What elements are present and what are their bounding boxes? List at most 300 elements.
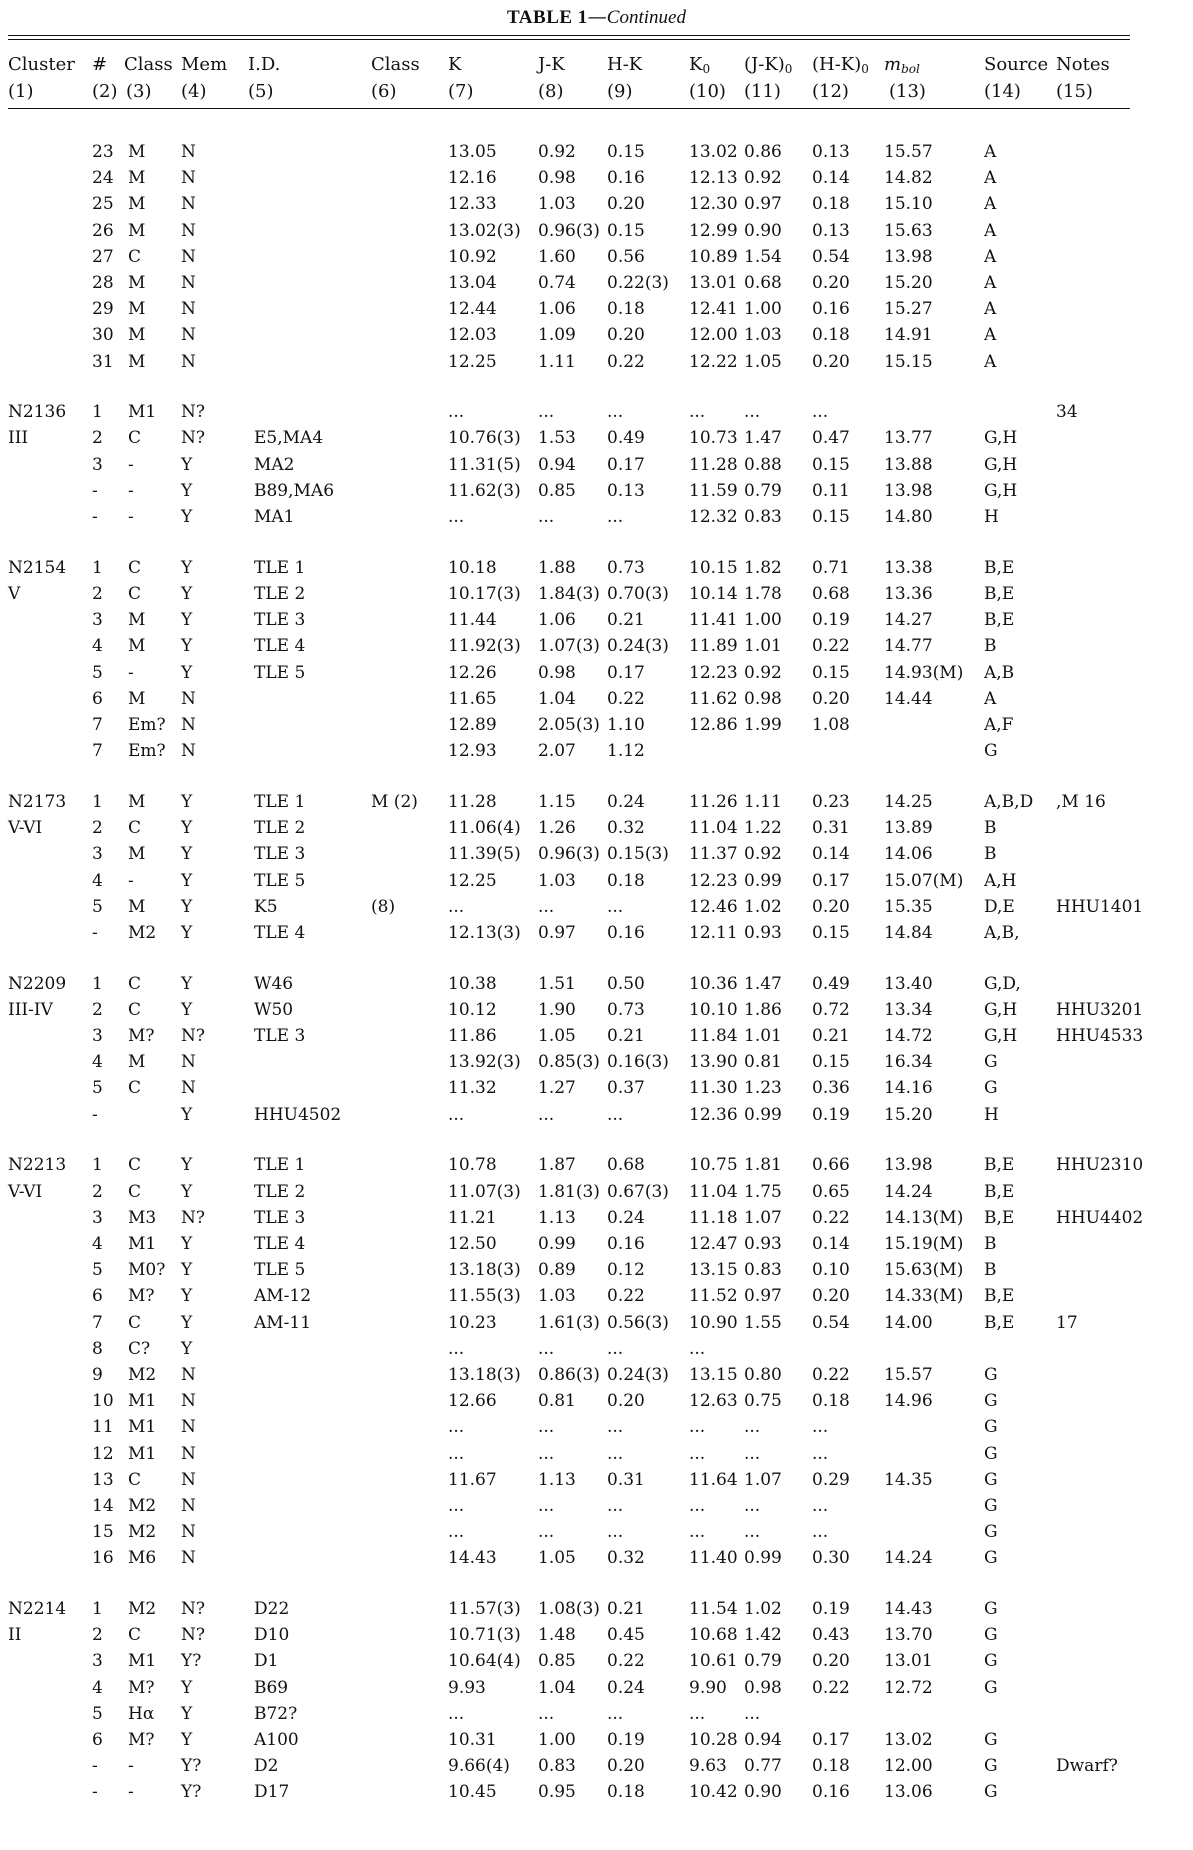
k0-cell: 10.89 [689,247,738,267]
class-cell: M? [128,1286,155,1306]
source-cell: G [984,1417,998,1437]
id-cell: TLE 1 [254,558,306,578]
mbol-cell: 14.72 [884,1026,933,1046]
id-cell: TLE 2 [254,584,306,604]
hk-cell: ... [607,507,624,527]
number-cell: 7 [92,1313,103,1333]
table-row [0,425,1193,451]
header-k0 [689,52,710,82]
k0-cell: 13.90 [689,1052,738,1072]
colnum-2: (2) [92,81,118,102]
hk0-cell: 0.14 [812,844,850,864]
mbol-cell: 13.34 [884,1000,933,1020]
mbol-cell: 14.13(M) [884,1208,964,1228]
mbol-cell: 14.43 [884,1599,933,1619]
jk0-cell: ... [744,1704,761,1724]
mbol-cell: 15.20 [884,273,933,293]
class-cell: - [128,507,134,527]
notes-cell: ,M 16 [1056,792,1106,812]
jk0-cell: 1.99 [744,715,782,735]
number-cell: 13 [92,1470,114,1490]
colnum-10: (10) [689,81,726,102]
jk0-cell: 1.05 [744,352,782,372]
number-cell: - [92,1756,98,1776]
header-k: K [448,54,462,75]
k-cell: 10.45 [448,1782,497,1802]
table-row [0,1179,1193,1205]
mem-cell: Y [181,818,193,838]
hk-cell: 0.15 [607,221,645,241]
number-cell: 4 [92,1052,103,1072]
id-cell: B89,MA6 [254,481,335,501]
header-k0-sub: 0 [702,62,711,76]
header-class: Class [124,54,173,75]
hk-cell: 0.56 [607,247,645,267]
hk-cell: ... [607,1496,624,1516]
k-cell: 12.03 [448,325,497,345]
mbol-cell: 14.84 [884,923,933,943]
mbol-cell: 13.36 [884,584,933,604]
table-row [0,607,1193,633]
k-cell: 12.44 [448,299,497,319]
cluster-cell: N2136 [8,402,67,422]
k0-cell: ... [689,402,706,422]
cluster-cell: N2154 [8,558,67,578]
id-cell: TLE 3 [254,1026,306,1046]
jk-cell: 1.03 [538,194,576,214]
number-cell: 2 [92,818,103,838]
jk-cell: 2.05(3) [538,715,600,735]
number-cell: 2 [92,1000,103,1020]
hk-cell: 0.16 [607,1234,645,1254]
mbol-cell: 13.02 [884,1730,933,1750]
mem-cell: N [181,194,196,214]
k-cell: 10.31 [448,1730,497,1750]
source-cell: G [984,1391,998,1411]
header-notes: Notes [1056,54,1110,75]
jk0-cell: 1.07 [744,1470,782,1490]
mem-cell: Y [181,923,193,943]
k-cell: 11.55(3) [448,1286,521,1306]
mem-cell: Y [181,1678,193,1698]
jk-cell: 1.03 [538,1286,576,1306]
jk0-cell: 1.07 [744,1208,782,1228]
number-cell: 3 [92,1651,103,1671]
k0-cell: 11.84 [689,1026,738,1046]
jk-cell: 0.85 [538,481,576,501]
class-cell: - [128,663,134,683]
jk0-cell: 0.83 [744,1260,782,1280]
header-mbol-sub: bol [901,62,920,76]
mbol-cell: 14.93(M) [884,663,964,683]
k-cell: 12.50 [448,1234,497,1254]
source-cell: A [984,325,997,345]
jk0-cell: 0.93 [744,1234,782,1254]
k0-cell: 12.30 [689,194,738,214]
jk-cell: ... [538,1417,555,1437]
notes-cell: HHU3201 [1056,1000,1144,1020]
mem-cell: Y [181,1704,193,1724]
class-cell: M2 [128,1599,157,1619]
number-cell: - [92,923,98,943]
table-row [0,1596,1193,1622]
jk0-cell: 1.23 [744,1078,782,1098]
jk0-cell: 0.99 [744,1548,782,1568]
id-cell: E5,MA4 [254,428,324,448]
jk-cell: 0.95 [538,1782,576,1802]
number-cell: 8 [92,1339,103,1359]
hk-cell: ... [607,1339,624,1359]
jk-cell: 1.11 [538,352,576,372]
class-cell: M6 [128,1548,157,1568]
mem-cell: N [181,1391,196,1411]
table-row [0,1701,1193,1727]
colnum-7: (7) [448,81,474,102]
mem-cell: N? [181,1599,205,1619]
id-cell: TLE 2 [254,818,306,838]
mem-cell: N? [181,1625,205,1645]
number-cell: 12 [92,1444,114,1464]
class-cell: M2 [128,923,157,943]
table-row [0,165,1193,191]
jk0-cell: 0.93 [744,923,782,943]
hk-cell: 0.15(3) [607,844,669,864]
header-jk0-sub: 0 [784,62,793,76]
table-row [0,1648,1193,1674]
hk-cell: 0.18 [607,299,645,319]
hk-cell: 0.68 [607,1155,645,1175]
k0-cell: ... [689,1444,706,1464]
mem-cell: Y [181,897,193,917]
source-cell: B,E [984,558,1015,578]
class-cell: C [128,1470,142,1490]
mem-cell: Y [181,663,193,683]
jk0-cell: 0.80 [744,1365,782,1385]
k0-cell: 13.01 [689,273,738,293]
k0-cell: 10.28 [689,1730,738,1750]
hk0-cell: 0.22 [812,636,850,656]
table-row [0,1205,1193,1231]
k0-cell: 11.04 [689,818,738,838]
jk-cell: 0.74 [538,273,576,293]
hk0-cell: ... [812,402,829,422]
source-cell: G [984,1730,998,1750]
mem-cell: N [181,1470,196,1490]
table-row [0,1257,1193,1283]
class-cell: C [128,818,142,838]
header-row [0,52,1193,78]
hk-cell: 0.24(3) [607,636,669,656]
mem-cell: Y [181,1000,193,1020]
class-cell: M2 [128,1365,157,1385]
header-number-row [0,79,1193,105]
source-cell: G,H [984,481,1018,501]
jk0-cell: ... [744,1496,761,1516]
mem-cell: N [181,247,196,267]
colnum-14: (14) [984,81,1021,102]
hk0-cell: 0.13 [812,221,850,241]
id-cell: D17 [254,1782,290,1802]
class-cell: Em? [128,741,166,761]
k-cell: ... [448,897,465,917]
mbol-cell: 15.07(M) [884,871,964,891]
k0-cell: 9.90 [689,1678,727,1698]
hk0-cell: 0.18 [812,1756,850,1776]
header-hk0-sub: 0 [861,62,869,76]
k-cell: 11.07(3) [448,1182,521,1202]
jk-cell: 1.06 [538,610,576,630]
cluster-cell: N2213 [8,1155,67,1175]
hk-cell: 0.31 [607,1470,645,1490]
mem-cell: Y [181,1730,193,1750]
id-cell: D1 [254,1651,279,1671]
mem-cell: Y? [181,1782,202,1802]
k0-cell: ... [689,1496,706,1516]
table-row [0,504,1193,530]
k0-cell: ... [689,1417,706,1437]
mbol-cell: 13.98 [884,247,933,267]
number-cell: 27 [92,247,114,267]
number-cell: 2 [92,428,103,448]
hk0-cell: 0.21 [812,1026,850,1046]
colnum-15: (15) [1056,81,1093,102]
hk-cell: 0.20 [607,194,645,214]
jk0-cell: 0.75 [744,1391,782,1411]
mem-cell: N [181,221,196,241]
hk0-cell: 0.66 [812,1155,850,1175]
k-cell: 11.44 [448,610,497,630]
source-cell: A,F [984,715,1014,735]
hk-cell: 0.32 [607,818,645,838]
k0-cell: 12.00 [689,325,738,345]
hk0-cell: 1.08 [812,715,850,735]
hk0-cell: 0.49 [812,974,850,994]
jk0-cell: 0.99 [744,871,782,891]
table-row [0,1362,1193,1388]
jk0-cell: 1.22 [744,818,782,838]
mbol-cell: 15.19(M) [884,1234,964,1254]
table-row [0,1727,1193,1753]
hk0-cell: 0.15 [812,455,850,475]
jk-cell: 1.06 [538,299,576,319]
colnum-9: (9) [607,81,633,102]
jk-cell: 0.89 [538,1260,576,1280]
jk0-cell: 0.81 [744,1052,782,1072]
jk0-cell: 0.68 [744,273,782,293]
hk-cell: 1.12 [607,741,645,761]
mem-cell: Y [181,974,193,994]
jk0-cell: 1.78 [744,584,782,604]
mem-cell: Y [181,1155,193,1175]
source-cell: B,E [984,1182,1015,1202]
hk-cell: ... [607,1105,624,1125]
jk-cell: 1.04 [538,1678,576,1698]
jk-cell: ... [538,507,555,527]
header-number: # [92,54,108,75]
id-cell: AM-12 [254,1286,312,1306]
number-cell: 3 [92,1026,103,1046]
source-cell: A [984,299,997,319]
k0-cell: 11.40 [689,1548,738,1568]
jk0-cell: 0.83 [744,507,782,527]
k-cell: 11.92(3) [448,636,521,656]
k0-cell: 12.41 [689,299,738,319]
hk-cell: ... [607,1704,624,1724]
jk-cell: ... [538,897,555,917]
k-cell: 12.26 [448,663,497,683]
mem-cell: N [181,168,196,188]
k0-cell: 11.26 [689,792,738,812]
id-cell: TLE 2 [254,1182,306,1202]
table-row [0,1779,1193,1805]
mem-cell: N [181,1548,196,1568]
class-cell: C [128,428,142,448]
class-cell: M? [128,1678,155,1698]
class-cell: C [128,1313,142,1333]
hk-cell: 0.22 [607,1286,645,1306]
source-cell: A,B [984,663,1015,683]
mbol-cell: 15.20 [884,1105,933,1125]
id-cell: W50 [254,1000,294,1020]
k-cell: 9.93 [448,1678,486,1698]
class6-cell: M (2) [371,792,418,812]
source-cell: A [984,194,997,214]
table-row [0,1231,1193,1257]
hk0-cell: ... [812,1444,829,1464]
hk0-cell: 0.20 [812,1651,850,1671]
class-cell: M? [128,1026,155,1046]
class-cell: M [128,1052,146,1072]
hk0-cell: 0.15 [812,507,850,527]
mem-cell: N [181,689,196,709]
jk-cell: 1.05 [538,1548,576,1568]
hk0-cell: 0.31 [812,818,850,838]
table-row [0,738,1193,764]
k-cell: ... [448,1522,465,1542]
cluster-cell: III [8,428,29,448]
mem-cell: Y [181,455,193,475]
jk-cell: ... [538,1339,555,1359]
table-row [0,1622,1193,1648]
cluster-cell: II [8,1625,22,1645]
table-row [0,399,1193,425]
hk-cell: 0.15 [607,142,645,162]
class-cell: M2 [128,1522,157,1542]
jk-cell: ... [538,1444,555,1464]
mbol-cell: 14.82 [884,168,933,188]
mem-cell: Y [181,1234,193,1254]
table-row [0,971,1193,997]
number-cell: 28 [92,273,114,293]
hk0-cell: 0.13 [812,142,850,162]
hk-cell: 0.21 [607,610,645,630]
number-cell: 30 [92,325,114,345]
mem-cell: N [181,741,196,761]
number-cell: 5 [92,1260,103,1280]
k-cell: 12.25 [448,871,497,891]
hk-cell: 0.19 [607,1730,645,1750]
table-row [0,1441,1193,1467]
source-cell: B [984,1260,997,1280]
k-cell: 13.92(3) [448,1052,521,1072]
id-cell: D2 [254,1756,279,1776]
k-cell: ... [448,1704,465,1724]
jk0-cell: 1.54 [744,247,782,267]
number-cell: 5 [92,1704,103,1724]
source-cell: G [984,1496,998,1516]
jk0-cell: 1.82 [744,558,782,578]
colnum-8: (8) [538,81,564,102]
jk-cell: 0.99 [538,1234,576,1254]
hk0-cell: 0.29 [812,1470,850,1490]
k-cell: ... [448,1417,465,1437]
header-class6: Class [371,54,420,75]
mbol-cell: 15.35 [884,897,933,917]
k-cell: 9.66(4) [448,1756,510,1776]
hk-cell: 0.21 [607,1026,645,1046]
jk0-cell: 1.00 [744,299,782,319]
jk0-cell: 0.97 [744,1286,782,1306]
mem-cell: Y [181,636,193,656]
k-cell: 11.32 [448,1078,497,1098]
k-cell: 12.33 [448,194,497,214]
mem-cell: Y [181,1182,193,1202]
source-cell: B,E [984,610,1015,630]
class-cell: M? [128,1730,155,1750]
hk-cell: 0.32 [607,1548,645,1568]
hk-cell: 0.24 [607,792,645,812]
k0-cell: 12.46 [689,897,738,917]
mbol-cell: 13.98 [884,1155,933,1175]
jk0-cell: 1.03 [744,325,782,345]
hk-cell: 0.22(3) [607,273,669,293]
class-cell: M1 [128,1234,157,1254]
k-cell: ... [448,1444,465,1464]
table-row [0,349,1193,375]
source-cell: A [984,689,997,709]
table-row [0,322,1193,348]
table-row [0,712,1193,738]
hk0-cell: 0.20 [812,897,850,917]
jk-cell: 2.07 [538,741,576,761]
jk0-cell: 0.99 [744,1105,782,1125]
jk-cell: 1.60 [538,247,576,267]
source-cell: A,H [984,871,1017,891]
jk0-cell: ... [744,402,761,422]
colnum-1: (1) [8,81,34,102]
hk-cell: 0.13 [607,481,645,501]
jk-cell: 0.96(3) [538,221,600,241]
mem-cell: N [181,1365,196,1385]
header-jk0 [744,52,792,82]
class-cell: C [128,1625,142,1645]
mbol-cell: 14.27 [884,610,933,630]
mem-cell: N? [181,402,205,422]
table-row [0,1519,1193,1545]
mem-cell: N [181,1417,196,1437]
cluster-cell: N2209 [8,974,67,994]
hk0-cell: 0.16 [812,1782,850,1802]
k0-cell: 12.23 [689,663,738,683]
number-cell: - [92,1782,98,1802]
number-cell: 14 [92,1496,114,1516]
hk0-cell: 0.17 [812,1730,850,1750]
table-row [0,1545,1193,1571]
colnum-12: (12) [812,81,849,102]
k-cell: 10.92 [448,247,497,267]
mem-cell: Y [181,1260,193,1280]
k-cell: ... [448,507,465,527]
